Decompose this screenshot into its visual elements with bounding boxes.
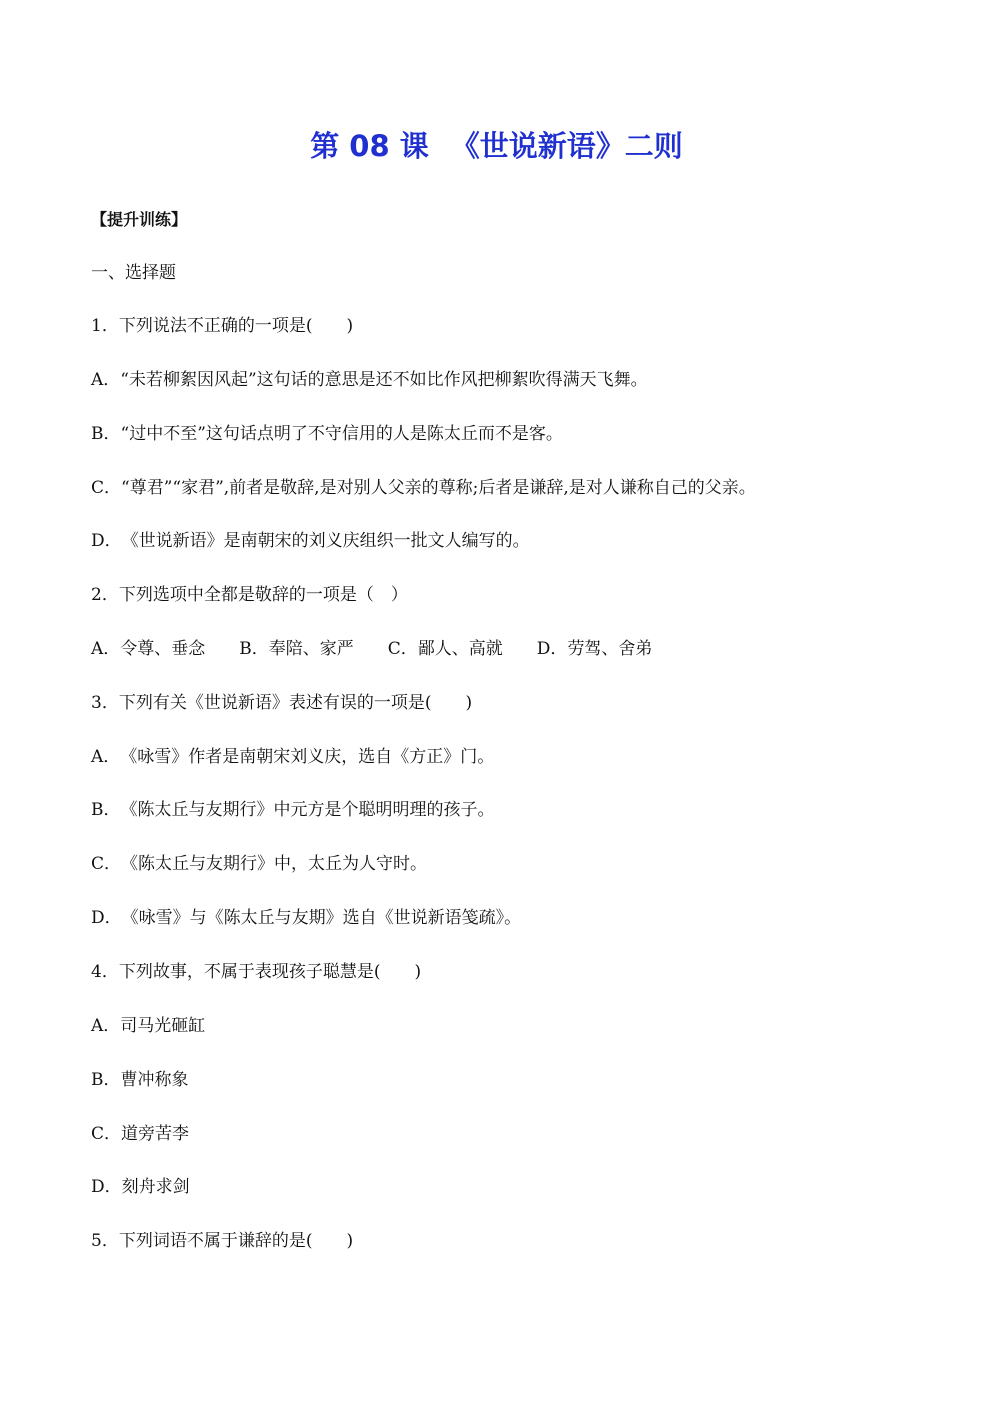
option-text: 司马光砸缸 xyxy=(120,1016,206,1036)
question-text: 下列选项中全都是敬辞的一项是（ ） xyxy=(118,585,408,605)
option-letter: D． xyxy=(91,531,122,551)
option-letter: B． xyxy=(239,639,269,659)
question-number: 4． xyxy=(91,962,119,982)
option-text: 刻舟求剑 xyxy=(121,1177,190,1197)
option-letter: C． xyxy=(91,1124,122,1144)
option-text: “未若柳絮因风起”这句话的意思是还不如比作风把柳絮吹得满天飞舞。 xyxy=(120,370,648,390)
section-heading: 【提升训练】 xyxy=(91,210,188,229)
part-heading: 一、选择题 xyxy=(91,263,176,283)
option-line xyxy=(91,797,495,823)
option-text: “尊君”“家君”,前者是敬辞,是对别人父亲的尊称;后者是谦辞,是对人谦称自己的父亲。 xyxy=(121,478,756,498)
question-text: 下列故事，不属于表现孩子聪慧是( ) xyxy=(118,962,422,982)
option-line xyxy=(91,528,530,554)
question-number: 5． xyxy=(91,1231,119,1251)
option-line xyxy=(91,905,521,931)
lesson-name: 《世说新语》二则 xyxy=(450,129,683,163)
option-letter: C． xyxy=(91,854,122,874)
option-letter: A． xyxy=(91,747,121,767)
question-text: 下列说法不正确的一项是( ) xyxy=(118,316,354,336)
option-line xyxy=(91,1174,190,1200)
page-title xyxy=(0,124,993,168)
question-stem xyxy=(91,1228,353,1254)
option-text: 奉陪、家严 xyxy=(268,639,354,659)
question-number: 1． xyxy=(91,316,119,336)
option-line xyxy=(91,851,427,877)
option-inline xyxy=(239,636,354,662)
question-stem xyxy=(91,959,421,985)
option-inline xyxy=(91,636,205,662)
option-letter: B． xyxy=(91,800,121,820)
question-stem xyxy=(91,313,353,339)
option-text: 鄙人、高就 xyxy=(417,639,503,659)
option-text: 《陈太丘与友期行》中元方是个聪明明理的孩子。 xyxy=(120,800,495,820)
option-letter: C． xyxy=(91,478,122,498)
option-letter: D． xyxy=(91,1177,122,1197)
lesson-number: 第 08 课 xyxy=(310,129,429,163)
option-line xyxy=(91,475,756,501)
option-letter: B． xyxy=(91,1070,121,1090)
option-line xyxy=(91,1121,189,1147)
question-number: 2． xyxy=(91,585,119,605)
option-text: 曹冲称象 xyxy=(120,1070,189,1090)
option-line xyxy=(91,367,648,393)
option-text: 《陈太丘与友期行》中，太丘为人守时。 xyxy=(121,854,428,874)
option-text: 《咏雪》作者是南朝宋刘义庆，选自《方正》门。 xyxy=(120,747,495,767)
option-letter: D． xyxy=(536,639,568,659)
option-text: 劳驾、舍弟 xyxy=(567,639,653,659)
question-text: 下列有关《世说新语》表述有误的一项是( ) xyxy=(118,693,473,713)
option-text: 道旁苦李 xyxy=(121,1124,190,1144)
option-text: 《世说新语》是南朝宋的刘义庆组织一批文人编写的。 xyxy=(121,531,530,551)
option-letter: A． xyxy=(91,370,121,390)
option-letter: A． xyxy=(91,639,121,659)
option-line xyxy=(91,744,494,770)
option-inline xyxy=(537,636,653,662)
question-number: 3． xyxy=(91,693,119,713)
option-text: 《咏雪》与《陈太丘与友期》选自《世说新语笺疏》。 xyxy=(121,908,522,928)
option-letter: C． xyxy=(387,639,418,659)
question-stem xyxy=(91,582,408,608)
question-text: 下列词语不属于谦辞的是( ) xyxy=(118,1231,354,1251)
option-line xyxy=(91,1013,205,1039)
option-letter: D． xyxy=(91,908,122,928)
option-text: 令尊、垂念 xyxy=(120,639,206,659)
question-stem xyxy=(91,690,472,716)
option-letter: B． xyxy=(91,424,121,444)
option-letter: A． xyxy=(91,1016,121,1036)
option-line xyxy=(91,421,563,447)
option-text: “过中不至”这句话点明了不守信用的人是陈太丘而不是客。 xyxy=(120,424,563,444)
option-row xyxy=(91,636,652,662)
option-line xyxy=(91,1067,189,1093)
option-inline xyxy=(388,636,503,662)
